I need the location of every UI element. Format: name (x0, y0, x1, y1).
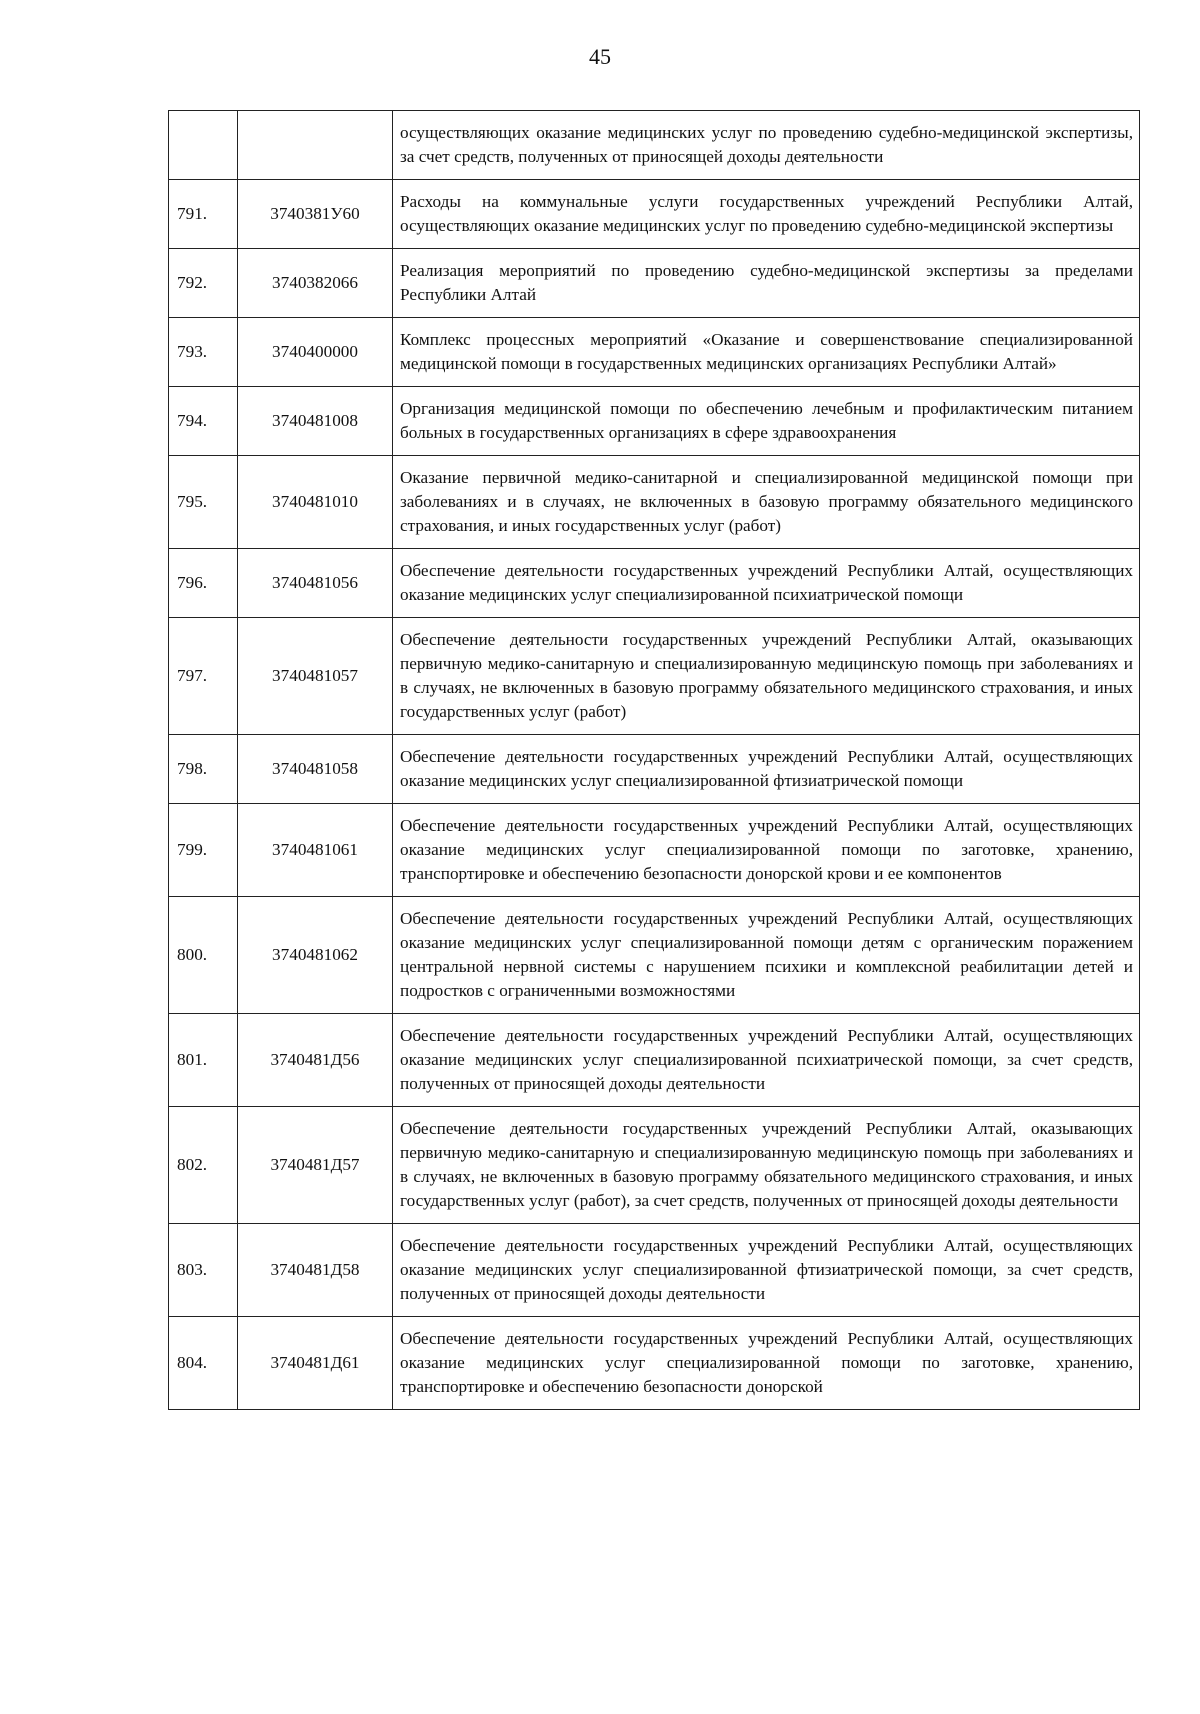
classification-code-cell: 3740481010 (238, 456, 393, 549)
expense-description-cell: Организация медицинской помощи по обеспечению лечебным и профилактическим питанием больных в государственных организациях в сфере здравоохранения (393, 387, 1140, 456)
row-number-cell: 803. (169, 1224, 238, 1317)
table-row (169, 387, 1140, 456)
expense-description-cell: Комплекс процессных мероприятий «Оказание и совершенствование специализированной медицинской помощи в государственных медицинских организациях Республики Алтай» (393, 318, 1140, 387)
page-number: 45 (589, 44, 611, 69)
row-number-cell: 801. (169, 1014, 238, 1107)
table-row (169, 1107, 1140, 1224)
table-row (169, 1224, 1140, 1317)
row-number-cell: 794. (169, 387, 238, 456)
table-body (169, 111, 1140, 1410)
row-number-cell: 791. (169, 180, 238, 249)
classification-code-cell: 3740481Д58 (238, 1224, 393, 1317)
table-row (169, 249, 1140, 318)
row-number-cell: 792. (169, 249, 238, 318)
table-row (169, 618, 1140, 735)
row-number-cell: 800. (169, 897, 238, 1014)
classification-code-cell: 3740481Д56 (238, 1014, 393, 1107)
expense-description-cell: Обеспечение деятельности государственных учреждений Республики Алтай, осуществляющих оказание медицинских услуг специализированной психиатрической помощи, за счет средств, полученных от приносящей доходы деятельности (393, 1014, 1140, 1107)
classification-code-cell: 3740382066 (238, 249, 393, 318)
classification-code-cell: 3740481057 (238, 618, 393, 735)
expense-description-cell: Обеспечение деятельности государственных учреждений Республики Алтай, осуществляющих оказание медицинских услуг специализированной помощи по заготовке, хранению, транспортировке и обеспечению безопасности донорской (393, 1317, 1140, 1410)
expense-description-cell: Реализация мероприятий по проведению судебно-медицинской экспертизы за пределами Республики Алтай (393, 249, 1140, 318)
classification-code-cell: 3740481Д61 (238, 1317, 393, 1410)
expense-description-cell: Обеспечение деятельности государственных учреждений Республики Алтай, осуществляющих оказание медицинских услуг специализированной фтизиатрической помощи, за счет средств, полученных от приносящей доходы деятельности (393, 1224, 1140, 1317)
expense-description-cell: осуществляющих оказание медицинских услуг по проведению судебно-медицинской экспертизы, за счет средств, полученных от приносящей доходы деятельности (393, 111, 1140, 180)
row-number-cell: 804. (169, 1317, 238, 1410)
expense-description-cell: Обеспечение деятельности государственных учреждений Республики Алтай, осуществляющих оказание медицинских услуг специализированной психиатрической помощи (393, 549, 1140, 618)
table-row (169, 456, 1140, 549)
row-number-cell: 793. (169, 318, 238, 387)
classification-code-cell (238, 111, 393, 180)
classification-code-cell: 3740481008 (238, 387, 393, 456)
table-row (169, 318, 1140, 387)
classification-code-cell: 3740481062 (238, 897, 393, 1014)
table-row (169, 180, 1140, 249)
classification-code-cell: 3740481Д57 (238, 1107, 393, 1224)
table-row (169, 549, 1140, 618)
row-number-cell (169, 111, 238, 180)
expense-description-cell: Обеспечение деятельности государственных учреждений Республики Алтай, оказывающих первичную медико-санитарную и специализированную медицинскую помощь при заболеваниях и в случаях, не включенных в базовую программу обязательного медицинского страхования, и иных государственных услуг (работ), за счет средств, полученных от приносящей доходы деятельности (393, 1107, 1140, 1224)
row-number-cell: 796. (169, 549, 238, 618)
row-number-cell: 798. (169, 735, 238, 804)
table-row (169, 1317, 1140, 1410)
expense-description-cell: Обеспечение деятельности государственных учреждений Республики Алтай, осуществляющих оказание медицинских услуг специализированной помощи по заготовке, хранению, транспортировке и обеспечению безопасности донорской крови и ее компонентов (393, 804, 1140, 897)
table-row (169, 1014, 1140, 1107)
expense-description-cell: Оказание первичной медико-санитарной и специализированной медицинской помощи при заболеваниях и в случаях, не включенных в базовую программу обязательного медицинского страхования, и иных государственных услуг (работ) (393, 456, 1140, 549)
expense-description-cell: Обеспечение деятельности государственных учреждений Республики Алтай, оказывающих первичную медико-санитарную и специализированную медицинскую помощь при заболеваниях и в случаях, не включенных в базовую программу обязательного медицинского страхования, и иных государственных услуг (работ) (393, 618, 1140, 735)
expense-description-cell: Обеспечение деятельности государственных учреждений Республики Алтай, осуществляющих оказание медицинских услуг специализированной фтизиатрической помощи (393, 735, 1140, 804)
classification-code-cell: 3740400000 (238, 318, 393, 387)
classification-code-cell: 3740481056 (238, 549, 393, 618)
table-row (169, 111, 1140, 180)
budget-classification-table (168, 110, 1140, 1410)
expense-description-cell: Расходы на коммунальные услуги государственных учреждений Республики Алтай, осуществляющих оказание медицинских услуг по проведению судебно-медицинской экспертизы (393, 180, 1140, 249)
classification-code-cell: 3740481061 (238, 804, 393, 897)
row-number-cell: 797. (169, 618, 238, 735)
row-number-cell: 795. (169, 456, 238, 549)
table-row (169, 804, 1140, 897)
table-row (169, 735, 1140, 804)
expense-description-cell: Обеспечение деятельности государственных учреждений Республики Алтай, осуществляющих оказание медицинских услуг специализированной помощи детям с органическим поражением центральной нервной системы с нарушением психики и комплексной реабилитации детей и подростков с ограниченными возможностями (393, 897, 1140, 1014)
classification-code-cell: 3740481058 (238, 735, 393, 804)
classification-code-cell: 3740381У60 (238, 180, 393, 249)
table-row (169, 897, 1140, 1014)
row-number-cell: 799. (169, 804, 238, 897)
row-number-cell: 802. (169, 1107, 238, 1224)
